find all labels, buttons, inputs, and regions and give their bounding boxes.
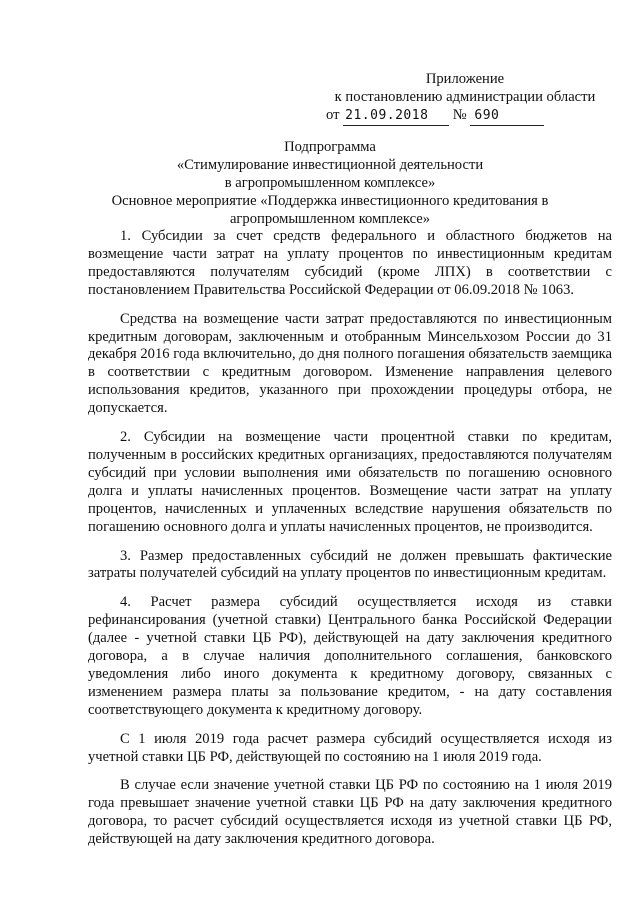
heading-line-5: агропромышленном комплексе» [229,211,431,227]
handwritten-date: 21.09.2018 [343,107,449,126]
paragraph-5: 4. Расчет размера субсидий осуществляется исходя из ставки рефинансирования (учетной ставки) Центрального банка Российской Федерации (далее - учетной ставки ЦБ РФ), действующей на дату заключения кредитного договора, а в случае наличия дополнительного соглашения, банковского уведомления либо иного документа к кредитному договору, связанных с изменением размера платы за пользование кредитом, - на дату составления соответствующего документа к кредитному договору. [88,594,612,718]
document-heading [70,138,590,228]
appendix-date-line [320,106,610,126]
document-body [88,228,612,860]
appendix-reference: к постановлению администрации области [334,89,596,105]
paragraph-1: 1. Субсидии за счет средств федерального и областного бюджетов на возмещение части затрат на уплату процентов по инвестиционным кредитам предоставляются получателям субсидий (кроме ЛПХ) в соответствии с постановлением Правительства Российской Федерации от 06.09.2018 № 1063. [88,228,612,298]
appendix-title: Приложение [425,71,505,87]
heading-line-3: в агропромышленном комплексе» [224,175,436,191]
number-prefix: № [452,107,467,123]
appendix-block [320,70,610,126]
paragraph-4: 3. Размер предоставленных субсидий не должен превышать фактические затраты получателей субсидий на уплату процентов по инвестиционным кредитам. [88,547,612,582]
handwritten-number: 690 [470,107,544,126]
paragraph-7: В случае если значение учетной ставки ЦБ РФ по состоянию на 1 июля 2019 года превышает значение учетной ставки ЦБ РФ на дату заключения кредитного договора, то расчет субсидий осуществляется исходя из учетной ставки ЦБ РФ, действующей на дату заключения кредитного договора. [88,777,612,848]
heading-line-1: Подпрограмма [284,139,376,155]
paragraph-3: 2. Субсидии на возмещение части процентной ставки по кредитам, полученным в российских кредитных организациях, предоставляются получателям субсидий при условии выполнения ими обязательств по погашению основного долга и уплаты начисленных процентов. Возмещение части затрат на уплату процентов, начисленных и уплаченных вследствие нарушения обязательств по погашению основного долга и уплаты начисленных процентов, не производится. [88,429,612,535]
date-prefix: от [326,107,340,123]
heading-line-2: «Стимулирование инвестиционной деятельности [176,157,484,173]
heading-line-4: Основное мероприятие «Поддержка инвестиционного кредитования в [111,193,549,209]
paragraph-2: Средства на возмещение части затрат предоставляются по инвестиционным кредитным договорам, заключенным и отобранным Минсельхозом России до 31 декабря 2016 года включительно, до дня полного погашения обязательств заемщика в соответствии с кредитным договором. Изменение направления целевого использования кредитов, указанного при прохождении процедуры отбора, не допускается. [88,310,612,417]
paragraph-6: С 1 июля 2019 года расчет размера субсидий осуществляется исходя из учетной ставки ЦБ РФ, действующей по состоянию на 1 июля 2019 года. [88,730,612,765]
